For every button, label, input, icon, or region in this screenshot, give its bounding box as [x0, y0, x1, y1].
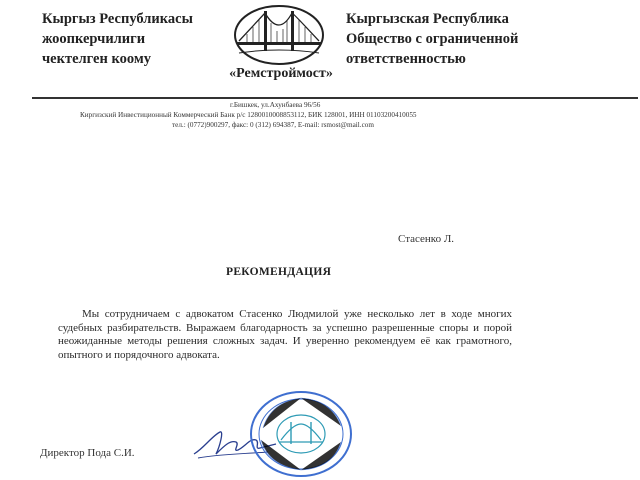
company-address-block: [60, 100, 580, 130]
bridge-logo-icon: [231, 3, 327, 67]
bank-details-line: Киргизский Инвестиционный Коммерческий Банк р/с 1280010008853112, БИК 128001, ИНН 01103200410055: [80, 111, 417, 119]
contact-line: тел.: (0772)900297, факс: 0 (312) 694387, E-mail: rsmost@mail.com: [172, 121, 374, 129]
letterhead-left-line-3: чектелген коому: [42, 51, 151, 67]
letterhead-left-block: [42, 9, 193, 69]
company-name: «Ремстроймост»: [229, 66, 333, 81]
letterhead-right-line-2: Общество с ограниченной: [346, 31, 519, 47]
company-seal-stamp: [247, 388, 355, 480]
letterhead-left-line-1: Кыргыз Республикасы: [42, 11, 193, 27]
letter-body: [58, 308, 512, 362]
letterhead-right-line-1: Кыргызская Республика: [346, 11, 509, 27]
address-line: г.Бишкек, ул.Ахунбаева 96/56: [230, 101, 321, 109]
body-paragraph: Мы сотрудничаем с адвокатом Стасенко Людмилой уже несколько лет в ходе многих судебных разбирательств. Выражаем благодарность за успешно разрешенные споры и порой неожиданные методы решения сложных задач. И уверенно рекомендуем её как грамотного, опытного и порядочного адвоката.: [58, 308, 512, 361]
letterhead-right-line-3: ответственностью: [346, 51, 466, 67]
signer-name: Директор Пода С.И.: [40, 447, 135, 459]
letterhead-divider: [32, 97, 638, 99]
letterhead-right-block: [346, 9, 518, 69]
document-title: РЕКОМЕНДАЦИЯ: [226, 266, 332, 278]
letterhead-left-line-2: жоопкерчилиги: [42, 31, 146, 47]
recipient-name: Стасенко Л.: [398, 233, 455, 245]
